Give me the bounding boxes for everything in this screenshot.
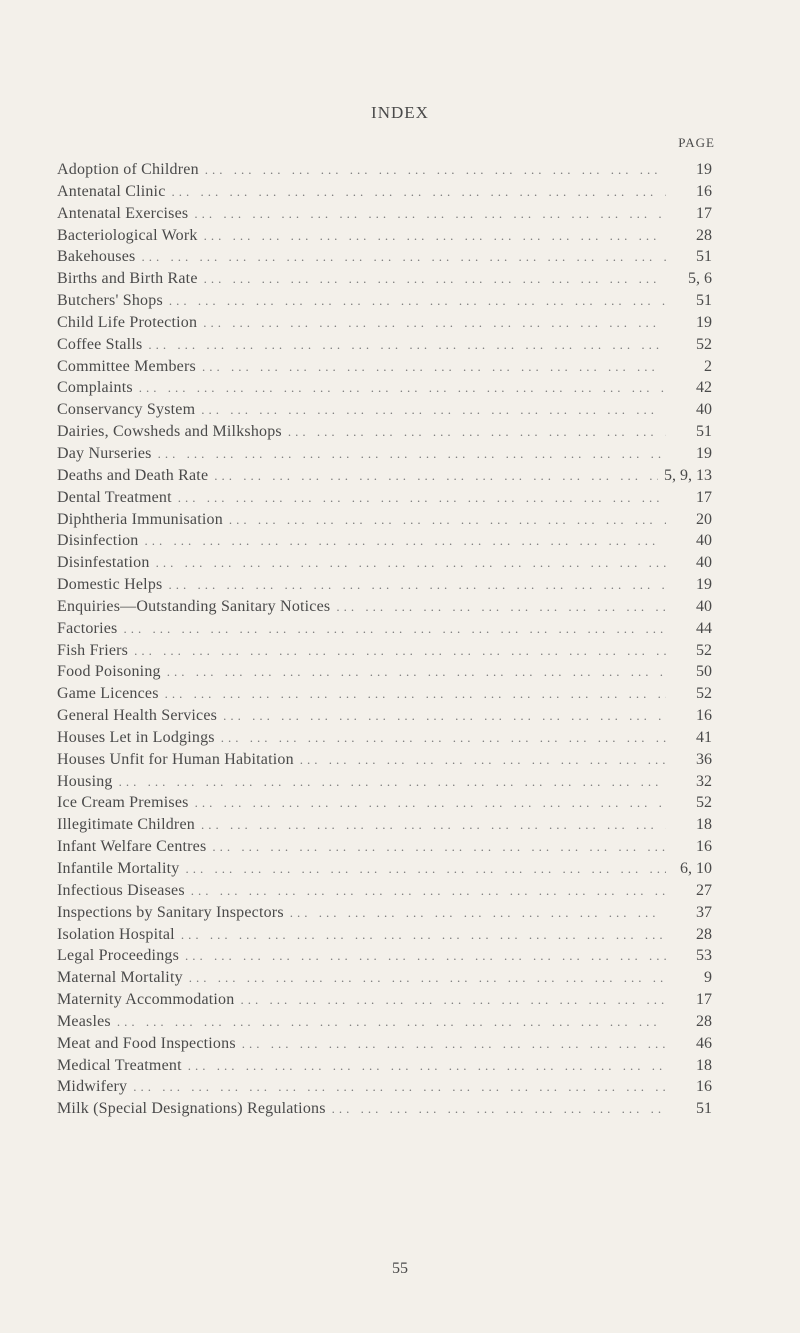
dot-leader — [169, 290, 666, 312]
index-entry-label: Fish Friers — [57, 640, 134, 662]
index-entry-label: Factories — [57, 618, 123, 640]
dot-leader — [145, 530, 667, 552]
index-entry-label: Enquiries—Outstanding Sanitary Notices — [57, 596, 336, 618]
index-entry-label: Meat and Food Inspections — [57, 1033, 242, 1055]
index-entry-page: 51 — [666, 290, 712, 312]
index-entry — [57, 465, 712, 487]
index-entry — [57, 1076, 712, 1098]
dot-leader — [229, 509, 666, 531]
index-entry — [57, 225, 712, 247]
dot-leader — [221, 727, 666, 749]
dot-leader — [242, 1033, 666, 1055]
index-entry-page: 19 — [666, 312, 712, 334]
index-entry — [57, 246, 712, 268]
index-entry-page: 51 — [666, 421, 712, 443]
index-entry-label: Legal Proceedings — [57, 945, 185, 967]
dot-leader — [189, 967, 666, 989]
index-entry-page: 40 — [666, 399, 712, 421]
index-entry-label: Infectious Diseases — [57, 880, 191, 902]
index-entry — [57, 924, 712, 946]
index-entry — [57, 1011, 712, 1033]
index-entry — [57, 1098, 712, 1120]
index-entry-page: 17 — [666, 989, 712, 1011]
index-entry — [57, 836, 712, 858]
index-entry — [57, 377, 712, 399]
index-entry-page: 36 — [666, 749, 712, 771]
index-entry — [57, 771, 712, 793]
dot-leader — [191, 880, 666, 902]
dot-leader — [212, 836, 666, 858]
index-entry-page: 9 — [666, 967, 712, 989]
index-entry-page: 20 — [666, 509, 712, 531]
index-entry — [57, 443, 712, 465]
index-entry-page: 6, 10 — [666, 858, 712, 880]
index-entry — [57, 596, 712, 618]
index-entry-label: Infantile Mortality — [57, 858, 185, 880]
index-entry-page: 27 — [666, 880, 712, 902]
index-entry-page: 18 — [666, 814, 712, 836]
index-entry-page: 50 — [666, 661, 712, 683]
dot-leader — [195, 792, 666, 814]
index-entry-page: 40 — [666, 552, 712, 574]
dot-leader — [290, 902, 666, 924]
index-entry-label: Antenatal Clinic — [57, 181, 172, 203]
index-entry-label: Committee Members — [57, 356, 202, 378]
index-entry — [57, 334, 712, 356]
index-entry — [57, 181, 712, 203]
dot-leader — [148, 334, 666, 356]
index-entry-page: 19 — [666, 574, 712, 596]
index-entry-page: 42 — [666, 377, 712, 399]
index-entry-page: 28 — [666, 225, 712, 247]
index-entry-label: Houses Let in Lodgings — [57, 727, 221, 749]
index-entry-label: Dental Treatment — [57, 487, 178, 509]
page-title: INDEX — [371, 103, 429, 122]
index-entry-label: Coffee Stalls — [57, 334, 148, 356]
index-entry-page: 52 — [666, 334, 712, 356]
dot-leader — [167, 661, 666, 683]
index-entry-label: Illegitimate Children — [57, 814, 201, 836]
index-entry-page: 18 — [666, 1055, 712, 1077]
index-entry-page: 52 — [666, 640, 712, 662]
index-entry-label: Disinfection — [57, 530, 145, 552]
dot-leader — [117, 1011, 666, 1033]
index-entry-label: Deaths and Death Rate — [57, 465, 214, 487]
dot-leader — [141, 246, 666, 268]
page-column-heading: PAGE — [678, 135, 715, 150]
page-number: 55 — [392, 1260, 408, 1277]
index-entry — [57, 945, 712, 967]
index-entry-label: Midwifery — [57, 1076, 133, 1098]
index-entry — [57, 858, 712, 880]
index-entry-label: Ice Cream Premises — [57, 792, 195, 814]
index-entry-label: Adoption of Children — [57, 159, 205, 181]
index-entry-label: Maternal Mortality — [57, 967, 189, 989]
index-entry-page: 5, 9, 13 — [658, 465, 712, 487]
index-entry — [57, 159, 712, 181]
index-entry — [57, 683, 712, 705]
index-entry-label: Infant Welfare Centres — [57, 836, 212, 858]
index-entry-page: 16 — [666, 181, 712, 203]
index-entry-page: 46 — [666, 1033, 712, 1055]
index-entry-label: Conservancy System — [57, 399, 201, 421]
index-entry — [57, 661, 712, 683]
index-entry — [57, 290, 712, 312]
index-entry-label: Houses Unfit for Human Habitation — [57, 749, 300, 771]
index-entry-page: 19 — [666, 443, 712, 465]
index-entry — [57, 552, 712, 574]
index-entry-page: 40 — [666, 596, 712, 618]
index-entry — [57, 792, 712, 814]
index-entry — [57, 705, 712, 727]
index-entry — [57, 530, 712, 552]
dot-leader — [123, 618, 666, 640]
dot-leader — [203, 312, 666, 334]
index-entry-label: General Health Services — [57, 705, 223, 727]
index-entry-label: Milk (Special Designations) Regulations — [57, 1098, 332, 1120]
index-entry-page: 16 — [666, 836, 712, 858]
dot-leader — [168, 574, 666, 596]
dot-leader — [204, 268, 666, 290]
index-entry — [57, 814, 712, 836]
dot-leader — [223, 705, 666, 727]
index-entry-label: Bacteriological Work — [57, 225, 204, 247]
index-entry — [57, 356, 712, 378]
index-entry — [57, 902, 712, 924]
index-entry — [57, 1055, 712, 1077]
index-entry-label: Births and Birth Rate — [57, 268, 204, 290]
dot-leader — [204, 225, 666, 247]
index-entry — [57, 203, 712, 225]
index-entry-page: 28 — [666, 1011, 712, 1033]
index-entry — [57, 1033, 712, 1055]
index-entry-page: 37 — [666, 902, 712, 924]
index-entry-label: Day Nurseries — [57, 443, 158, 465]
dot-leader — [172, 181, 666, 203]
dot-leader — [336, 596, 666, 618]
index-entry-label: Disinfestation — [57, 552, 156, 574]
index-entry-label: Diphtheria Immunisation — [57, 509, 229, 531]
index-entry-label: Butchers' Shops — [57, 290, 169, 312]
index-entry-label: Bakehouses — [57, 246, 141, 268]
index-entry-page: 28 — [666, 924, 712, 946]
dot-leader — [178, 487, 666, 509]
index-entry-page: 16 — [666, 1076, 712, 1098]
index-entry-page: 16 — [666, 705, 712, 727]
index-entry-page: 32 — [666, 771, 712, 793]
index-entry — [57, 487, 712, 509]
index-entry — [57, 618, 712, 640]
index-list — [57, 159, 712, 1120]
index-entry — [57, 749, 712, 771]
dot-leader — [332, 1098, 666, 1120]
index-entry-page: 41 — [666, 727, 712, 749]
dot-leader — [133, 1076, 666, 1098]
index-entry-label: Isolation Hospital — [57, 924, 181, 946]
index-entry — [57, 312, 712, 334]
dot-leader — [165, 683, 666, 705]
index-entry-page: 19 — [666, 159, 712, 181]
index-entry — [57, 268, 712, 290]
dot-leader — [201, 399, 666, 421]
index-entry-label: Complaints — [57, 377, 139, 399]
dot-leader — [156, 552, 666, 574]
index-entry-label: Game Licences — [57, 683, 165, 705]
dot-leader — [205, 159, 666, 181]
dot-leader — [300, 749, 666, 771]
index-entry — [57, 880, 712, 902]
dot-leader — [158, 443, 666, 465]
index-entry-page: 17 — [666, 203, 712, 225]
dot-leader — [214, 465, 658, 487]
index-entry-label: Inspections by Sanitary Inspectors — [57, 902, 290, 924]
index-entry-label: Housing — [57, 771, 119, 793]
index-entry-page: 52 — [666, 792, 712, 814]
dot-leader — [181, 924, 666, 946]
index-entry-label: Maternity Accommodation — [57, 989, 240, 1011]
index-entry-page: 51 — [666, 246, 712, 268]
index-entry-page: 17 — [666, 487, 712, 509]
index-entry-page: 51 — [666, 1098, 712, 1120]
index-entry-label: Child Life Protection — [57, 312, 203, 334]
index-entry-page: 53 — [666, 945, 712, 967]
index-entry-label: Medical Treatment — [57, 1055, 188, 1077]
dot-leader — [185, 945, 666, 967]
dot-leader — [202, 356, 666, 378]
index-entry — [57, 967, 712, 989]
dot-leader — [139, 377, 666, 399]
dot-leader — [134, 640, 666, 662]
index-entry-label: Food Poisoning — [57, 661, 167, 683]
index-entry — [57, 989, 712, 1011]
index-entry — [57, 509, 712, 531]
index-entry-label: Dairies, Cowsheds and Milkshops — [57, 421, 288, 443]
index-entry — [57, 640, 712, 662]
dot-leader — [288, 421, 666, 443]
index-entry — [57, 574, 712, 596]
index-entry — [57, 727, 712, 749]
index-entry-page: 44 — [666, 618, 712, 640]
dot-leader — [185, 858, 666, 880]
index-entry-page: 40 — [666, 530, 712, 552]
index-entry-label: Domestic Helps — [57, 574, 168, 596]
dot-leader — [188, 1055, 666, 1077]
dot-leader — [201, 814, 666, 836]
index-entry-label: Antenatal Exercises — [57, 203, 194, 225]
dot-leader — [240, 989, 666, 1011]
index-entry-page: 5, 6 — [666, 268, 712, 290]
index-entry — [57, 421, 712, 443]
dot-leader — [119, 771, 666, 793]
index-entry-page: 2 — [666, 356, 712, 378]
dot-leader — [194, 203, 666, 225]
index-entry-page: 52 — [666, 683, 712, 705]
index-entry — [57, 399, 712, 421]
index-entry-label: Measles — [57, 1011, 117, 1033]
